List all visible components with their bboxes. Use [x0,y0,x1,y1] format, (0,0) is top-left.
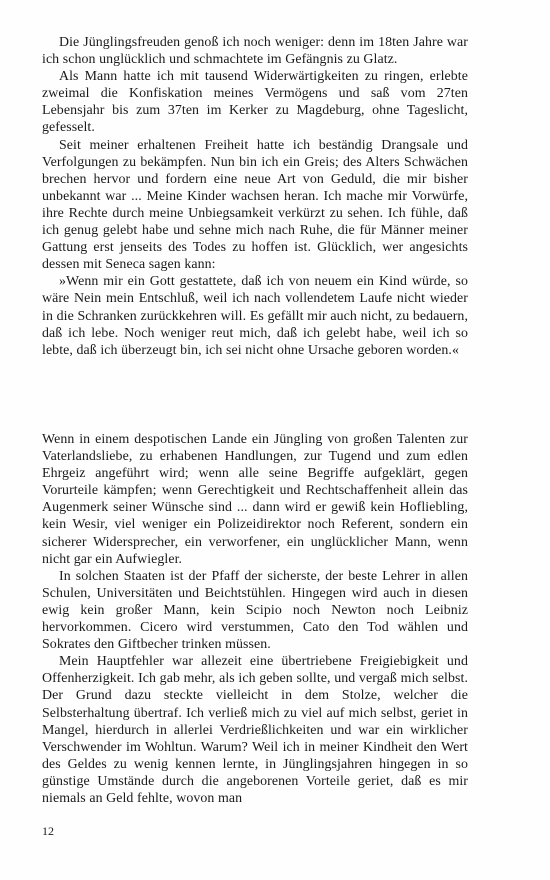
page-number: 12 [42,824,54,838]
paragraph: Wenn in einem despotischen Lande ein Jüngling von großen Talenten zur Vaterlandsliebe, zu erhabenen Handlungen, zur Tugend und zum edlen Ehrgeiz angeführt wird; wenn alle seine Begriffe aufgeklärt, gegen Vorurteile kämpfen; wenn Gerechtigkeit und Rechtschaffenheit allein das Augenmerk seiner Wünsche sind ... dann wird er gewiß kein Hofliebling, kein Wesir, viel weniger ein Polizeidirektor noch Referent, sondern ein sicherer Widersprecher, ein verworfener, ein unglücklicher Mann, wenn nicht gar ein Aufwiegler. [42,432,468,567]
paragraph: Seit meiner erhaltenen Freiheit hatte ich beständig Drangsale und Verfolgungen zu bekämpfen. Nun bin ich ein Greis; des Alters Schwächen brechen hervor und fordern eine neue Art von Geduld, die mir bisher unbekannt war ... Meine Kinder wachsen heran. Ich mache mir Vorwürfe, ihre Rechte durch meine Unbiegsamkeit verkürzt zu sehen. Ich fühle, daß ich genug gelebt habe und sehne mich nach Ruhe, die für Männer meiner Gattung erst jenseits des Todes zu hoffen ist. Glücklich, wer angesichts dessen mit Seneca sagen kann: [42,137,468,273]
paragraph: Die Jünglingsfreuden genoß ich noch weniger: denn im 18ten Jahre war ich schon unglücklich und schmachtete im Gefängnis zu Glatz. [42,35,468,68]
paragraph: Als Mann hatte ich mit tausend Widerwärtigkeiten zu ringen, erlebte zweimal die Konfiskation meines Vermögens und saß vom 27ten Lebensjahr bis zum 37ten im Kerker zu Magdeburg, ohne Tageslicht, gefesselt. [42,69,468,136]
paragraph: Mein Hauptfehler war allezeit eine übertriebene Freigiebigkeit und Offenherzigkeit. Ich gab mehr, als ich geben sollte, und vergaß mich selbst. Der Grund dazu steckte vielleicht in dem Stolze, welcher die Selbsterhaltung übertraf. Ich verließ mich zu viel auf mich selbst, geriet in Mangel, hierdurch in allerlei Verdrießlichkeiten und war ein wirklicher Verschwender im Wohltun. Warum? Weil ich in meiner Kindheit den Wert des Geldes zu wenig kennen lernte, in Jünglingsjahren hingegen in so günstige Umstände durch die angeborenen Vorteile geriet, daß es mir niemals an Geld fehlte, wovon man [42,654,468,806]
paragraph: In solchen Staaten ist der Pfaff der sicherste, der beste Lehrer in allen Schulen, Universitäten und Beichtstühlen. Hingegen wird auch in diesen ewig kein großer Mann, kein Scipio noch Newton noch Leibniz hervorkommen. Cicero wird verstummen, Cato den Tod wählen und Sokrates den Giftbecher trinken müssen. [42,568,468,653]
text-section-2 [42,431,468,807]
text-section-1 [42,34,468,359]
quote-paragraph: »Wenn mir ein Gott gestattete, daß ich von neuem ein Kind würde, so wäre Nein mein Entschluß, weil ich nach vollendetem Laufe nicht wieder in die Schranken zurückkehren will. Es gefällt mir auch nicht, zu bedauern, daß ich lebe. Noch weniger reut mich, daß ich gelebt habe, weil ich so lebte, daß ich überzeugt bin, ich sei nicht ohne Ursache geboren worden.« [42,274,468,358]
